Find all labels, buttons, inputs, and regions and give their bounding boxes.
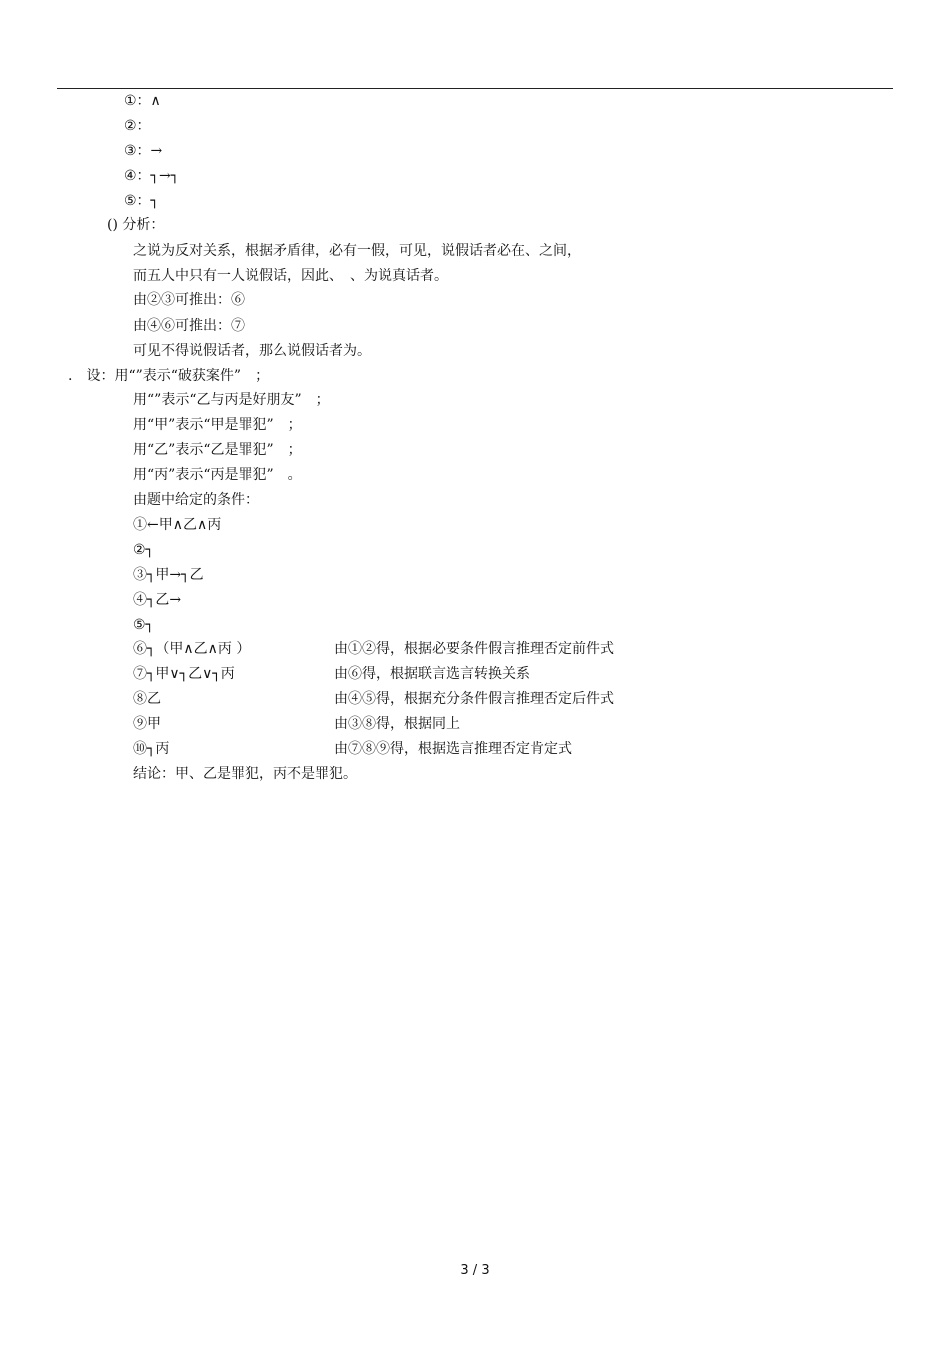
derivation-reason-8: 由④⑤得，根据充分条件假言推理否定后件式 (334, 691, 614, 707)
derivation-reason-6: 由①②得，根据必要条件假言推理否定前件式 (334, 641, 614, 657)
setup-line-3: 用“甲”表示“甲是罪犯” ； (133, 417, 302, 433)
setup-line-1: . 设：用“”表示“破获案件” ； (68, 368, 270, 384)
given-step-2: ②┐ (133, 542, 154, 558)
derivation-formula-6: ⑥┐（甲∧乙∧丙 ） (133, 641, 251, 657)
conclusion: 结论：甲、乙是罪犯，丙不是罪犯。 (133, 766, 357, 782)
setup-line-5: 用“丙”表示“丙是罪犯” 。 (133, 467, 302, 483)
header-rule (57, 88, 893, 89)
given-step-1: ①←甲∧乙∧丙 (133, 517, 222, 533)
given-conditions-heading: 由题中给定的条件： (133, 492, 259, 508)
premise-5: ⑤：┐ (124, 193, 159, 209)
premise-1: ①：∧ (124, 93, 161, 109)
analysis-line-4: 由④⑥可推出：⑦ (133, 318, 245, 334)
derivation-formula-10: ⑩┐丙 (133, 741, 170, 757)
derivation-formula-7: ⑦┐甲∨┐乙∨┐丙 (133, 666, 235, 682)
analysis-line-5: 可见不得说假话者，那么说假话者为。 (133, 343, 371, 359)
premise-3: ③：→ (124, 143, 163, 159)
derivation-formula-8: ⑧乙 (133, 691, 161, 707)
given-step-3: ③┐甲→┐乙 (133, 567, 204, 583)
setup-line-4: 用“乙”表示“乙是罪犯” ； (133, 442, 302, 458)
derivation-formula-9: ⑨甲 (133, 716, 161, 732)
given-step-5: ⑤┐ (133, 617, 154, 633)
derivation-reason-10: 由⑦⑧⑨得，根据选言推理否定肯定式 (334, 741, 572, 757)
analysis-line-2: 而五人中只有一人说假话，因此、 、为说真话者。 (133, 268, 448, 284)
given-step-4: ④┐乙→ (133, 592, 182, 608)
premise-2: ②： (124, 118, 151, 134)
derivation-reason-9: 由③⑧得，根据同上 (334, 716, 460, 732)
derivation-reason-7: 由⑥得，根据联言选言转换关系 (334, 666, 530, 682)
analysis-line-3: 由②③可推出：⑥ (133, 292, 245, 308)
analysis-heading: () 分析： (107, 217, 165, 233)
premise-4: ④：┐→┐ (124, 168, 180, 184)
setup-line-2: 用“”表示“乙与丙是好朋友” ； (133, 392, 330, 408)
page-number: 3 / 3 (460, 1263, 490, 1278)
analysis-line-1: 之说为反对关系，根据矛盾律，必有一假，可见，说假话者必在、之间， (133, 243, 581, 259)
